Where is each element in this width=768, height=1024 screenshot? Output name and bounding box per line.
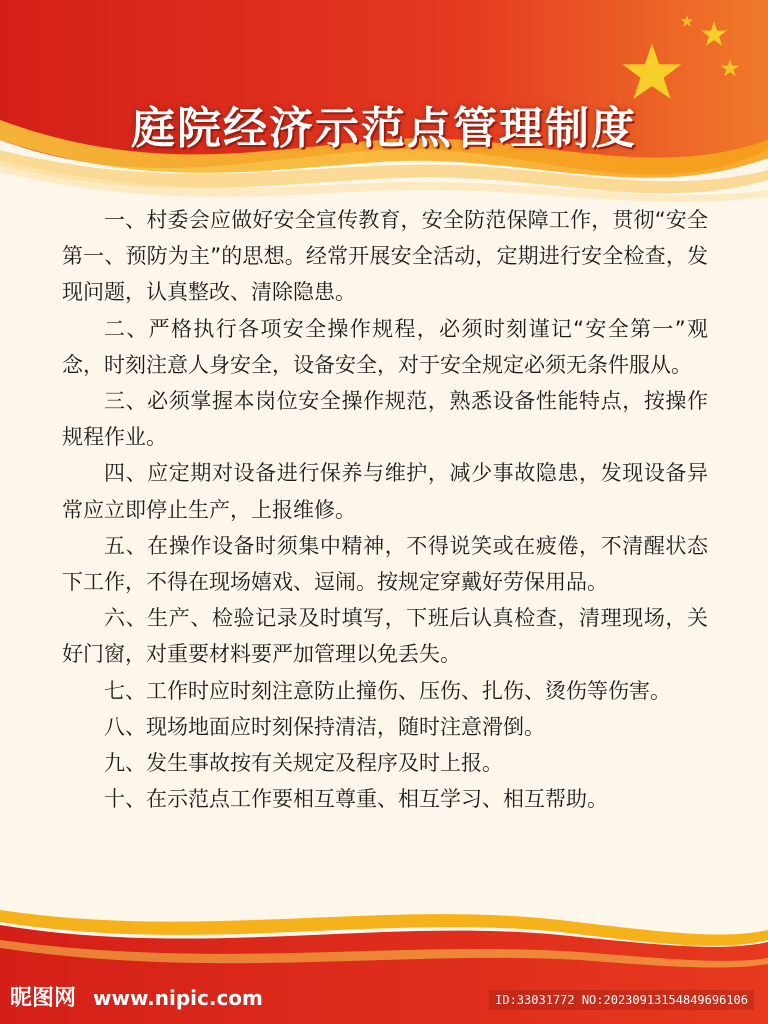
rule-item: 一、村委会应做好安全宣传教育，安全防范保障工作，贯彻“安全第一、预防为主”的思想。经常开展安全活动，定期进行安全检查，发现问题，认真整改、清除隐患。: [62, 208, 708, 305]
rule-item: 二、严格执行各项安全操作规程，必须时刻谨记“安全第一”观念，时刻注意人身安全，设备安全，对于安全规定必须无条件服从。: [62, 316, 708, 377]
rule-item: 五、在操作设备时须集中精神，不得说笑或在疲倦，不清醒状态下工作，不得在现场嬉戏、逗闹。按规定穿戴好劳保用品。: [62, 533, 708, 595]
rule-item: 七、工作时应时刻注意防止撞伤、压伤、扎伤、烫伤等伤害。: [104, 678, 671, 703]
rule-item: 九、发生事故按有关规定及程序及时上报。: [104, 751, 503, 776]
rule-item: 四、应定期对设备进行保养与维护，减少事故隐患，发现设备异常应立即停止生产，上报维修。: [62, 461, 708, 522]
watermark-logo-text: 昵图网: [10, 986, 77, 1011]
star-icon: [700, 20, 728, 48]
rule-item: 十、在示范点工作要相互尊重、相互学习、相互帮助。: [104, 787, 608, 812]
page-title: 庭院经济示范点管理制度: [131, 103, 637, 154]
watermark-id: ID:33031772 NO:20230913154849696106: [489, 990, 754, 1010]
rule-item: 三、必须掌握本岗位安全操作规范，熟悉设备性能特点，按操作规程作业。: [62, 389, 708, 450]
watermark-logo: [10, 981, 263, 1012]
star-icon: [720, 58, 740, 78]
rule-item: 六、生产、检验记录及时填写，下班后认真检查，清理现场，关好门窗，对重要材料要严加管理以免丢失。: [62, 606, 708, 667]
rules-list: [62, 202, 708, 817]
star-icon: [680, 14, 694, 28]
rule-item: 八、现场地面应时刻保持清洁，随时注意滑倒。: [104, 714, 545, 739]
watermark-site: www.nipic.com: [92, 986, 263, 1010]
